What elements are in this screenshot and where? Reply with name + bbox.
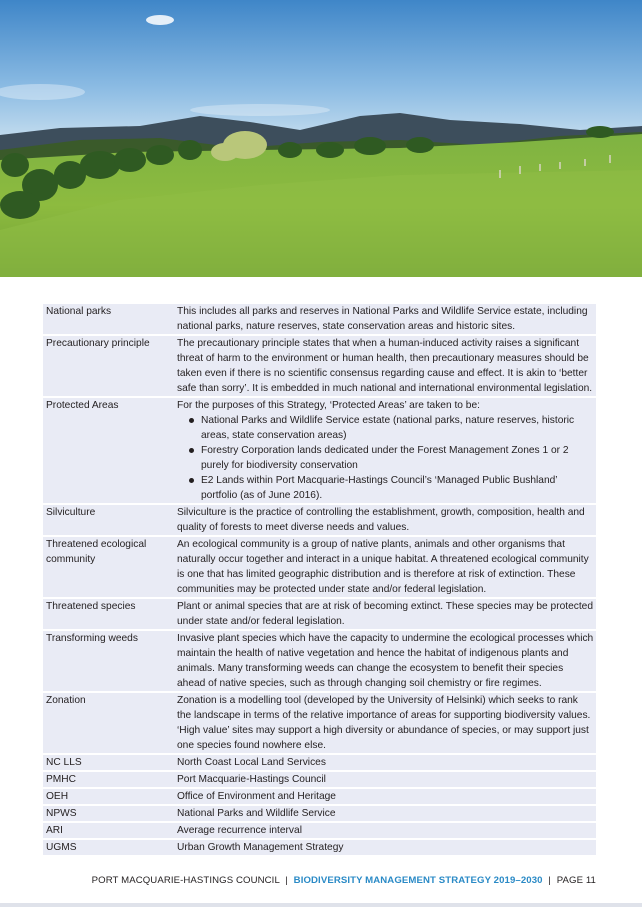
glossary-row xyxy=(43,304,596,334)
glossary-row xyxy=(43,505,596,535)
glossary-definition-cell xyxy=(174,398,596,503)
glossary-term: UGMS xyxy=(43,840,174,855)
glossary-term: National parks xyxy=(43,304,174,334)
footer-page-number: PAGE 11 xyxy=(556,875,596,886)
glossary-definition: For the purposes of this Strategy, ‘Protected Areas’ are taken to be: xyxy=(177,400,480,411)
glossary-definition: Port Macquarie-Hastings Council xyxy=(174,772,596,787)
glossary-row xyxy=(43,755,596,770)
glossary-definition: Office of Environment and Heritage xyxy=(174,789,596,804)
bullet-item: National Parks and Wildlife Service estate (national parks, nature reserves, historic areas, state conservation areas) xyxy=(201,413,594,443)
glossary-row xyxy=(43,693,596,753)
glossary-term: Transforming weeds xyxy=(43,631,174,691)
glossary-term: ARI xyxy=(43,823,174,838)
glossary-term: Silviculture xyxy=(43,505,174,535)
glossary-row xyxy=(43,336,596,396)
glossary-definition: Silviculture is the practice of controlling the establishment, growth, composition, health and quality of forests to meet diverse needs and values. xyxy=(174,505,596,535)
bullet-item: E2 Lands within Port Macquarie-Hastings Council’s ‘Managed Public Bushland’ portfolio (as of June 2016). xyxy=(201,473,594,503)
glossary-term: NC LLS xyxy=(43,755,174,770)
bullet-item: Forestry Corporation lands dedicated under the Forest Management Zones 1 or 2 purely for biodiversity conservation xyxy=(201,443,594,473)
glossary-definition: Urban Growth Management Strategy xyxy=(174,840,596,855)
glossary-definition: North Coast Local Land Services xyxy=(174,755,596,770)
glossary-term: OEH xyxy=(43,789,174,804)
glossary-row xyxy=(43,537,596,597)
glossary-definition: Invasive plant species which have the capacity to undermine the ecological processes which maintain the health of native vegetation and hence the habitat of indigenous plants and animals. Many transforming weeds can change the ecosystem to benefit their species ahead of native species, such as through changing soil chemistry or fire regimes. xyxy=(174,631,596,691)
glossary-row xyxy=(43,772,596,787)
glossary-definition: Average recurrence interval xyxy=(174,823,596,838)
glossary-row xyxy=(43,840,596,855)
glossary-term: PMHC xyxy=(43,772,174,787)
glossary-definition: National Parks and Wildlife Service xyxy=(174,806,596,821)
glossary-term: Zonation xyxy=(43,693,174,753)
glossary-definition: Zonation is a modelling tool (developed by the University of Helsinki) which seeks to rank the landscape in terms of the relative importance of areas for supporting biodiversity values. ‘High value’ sites may support a high diversity or abundance of species, or may support just one species found nowhere else. xyxy=(174,693,596,753)
footer-separator: | xyxy=(285,875,288,886)
glossary-definition: The precautionary principle states that when a human-induced activity raises a significant threat of harm to the environment or human health, then precautionary measures should be taken even if there is no scientific consensus regarding cause and effect. It is akin to ‘better safe than sorry’. It is embedded in much national and international environmental legislation. xyxy=(174,336,596,396)
glossary-table xyxy=(43,302,596,857)
glossary-definition: An ecological community is a group of native plants, animals and other organisms that naturally occur together and interact in a unique habitat. A threatened ecological community is one that has limited geographic distribution and is therefore at risk of extinction. These communities may be protected under state and/or federal legislation. xyxy=(174,537,596,597)
glossary-term: Protected Areas xyxy=(43,398,174,503)
glossary-row xyxy=(43,398,596,503)
glossary-term: Threatened ecological community xyxy=(43,537,174,597)
footer-document-title: BIODIVERSITY MANAGEMENT STRATEGY 2019–2030 xyxy=(293,875,543,886)
footer-separator: | xyxy=(548,875,551,886)
glossary-definition: Plant or animal species that are at risk of becoming extinct. These species may be protected under state and/or federal legislation. xyxy=(174,599,596,629)
landscape-photo xyxy=(0,0,642,277)
bullet-list xyxy=(177,413,594,503)
glossary-row xyxy=(43,599,596,629)
glossary-row xyxy=(43,823,596,838)
page-footer xyxy=(92,875,596,886)
glossary-definition: This includes all parks and reserves in National Parks and Wildlife Service estate, including national parks, nature reserves, state conservation areas and historic sites. xyxy=(174,304,596,334)
glossary-row xyxy=(43,631,596,691)
glossary-term: Threatened species xyxy=(43,599,174,629)
glossary-term: NPWS xyxy=(43,806,174,821)
bottom-rule xyxy=(0,903,642,907)
glossary-row xyxy=(43,806,596,821)
footer-org: PORT MACQUARIE-HASTINGS COUNCIL xyxy=(91,875,280,886)
glossary-row xyxy=(43,789,596,804)
glossary-term: Precautionary principle xyxy=(43,336,174,396)
